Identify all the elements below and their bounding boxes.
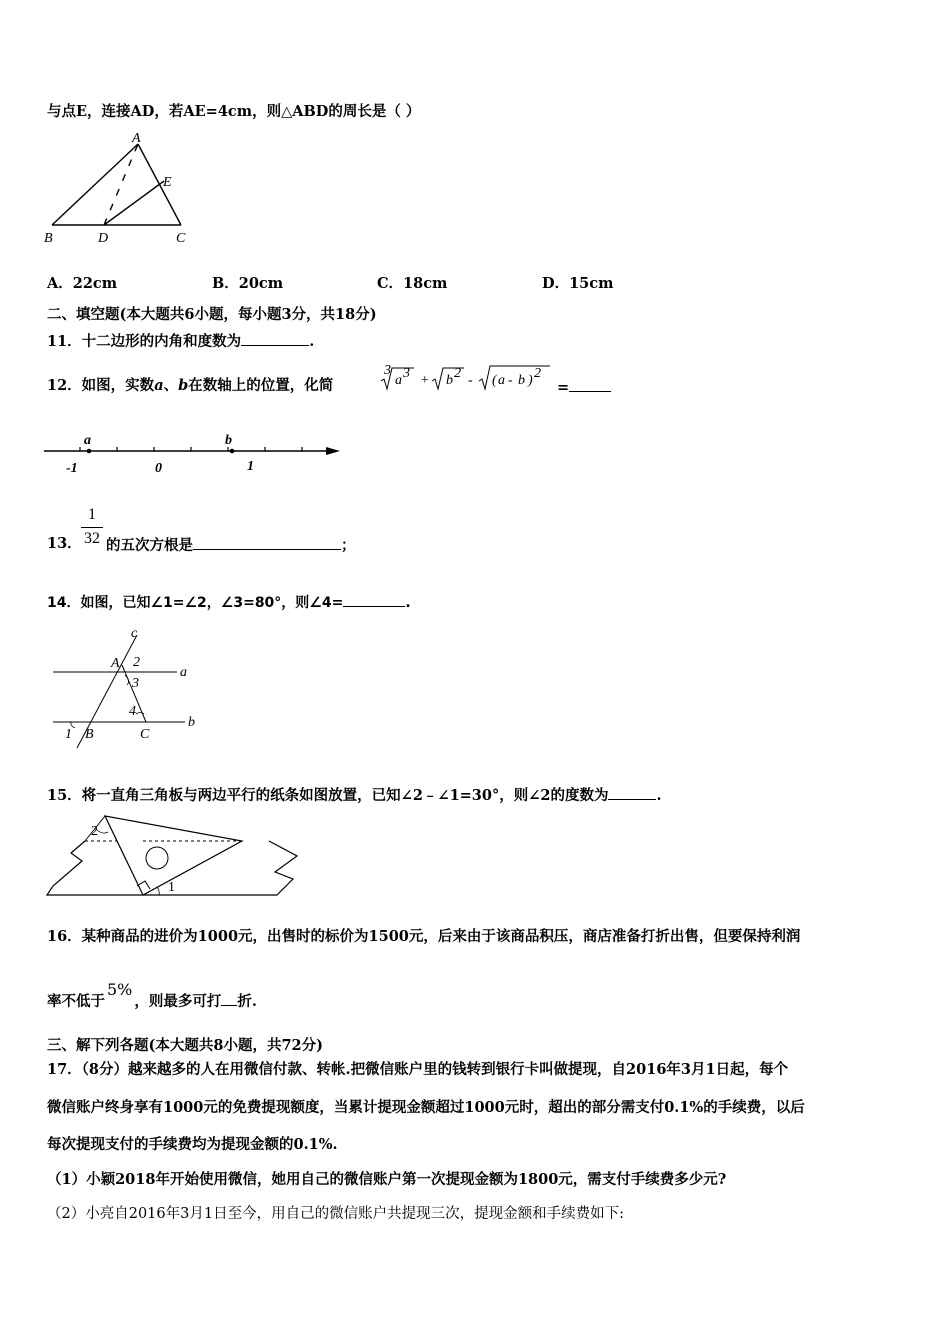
q12-prefix: 12．如图，实数	[47, 377, 155, 394]
q17-line2: 微信账户终身享有1000元的免费提现额度，当累计提现金额超过1000元时，超出的部分需支付0.1%的手续费，以后	[47, 1099, 805, 1116]
q13-numerator: 1	[88, 506, 96, 523]
q10-option-c: C．18cm	[377, 275, 448, 292]
label-a-point: A	[111, 656, 120, 671]
label-d: D	[98, 231, 109, 246]
point-a	[87, 449, 92, 454]
q14-tail: .	[405, 595, 411, 611]
q12	[47, 377, 333, 395]
q13-prefix: 13．	[47, 535, 82, 552]
q10-option-b: B．20cm	[212, 275, 284, 292]
svg-text:b: b	[446, 373, 453, 388]
label-b-line: b	[188, 715, 195, 730]
q16-blank	[221, 991, 237, 1006]
label-angle-3: 3	[132, 676, 139, 691]
q15-blank	[608, 785, 656, 800]
q10-option-d: D．15cm	[542, 275, 614, 292]
q14	[47, 592, 411, 612]
q11	[47, 331, 314, 351]
q12-number-line	[42, 428, 347, 478]
svg-text:a: a	[395, 373, 402, 388]
tick-label-minus1: -1	[66, 461, 78, 476]
q15-text: 15．将一直角三角板与两边平行的纸条如图放置，已知∠2﹣∠1=30°，则∠2的度数为	[47, 787, 609, 804]
fraction-bar	[81, 527, 103, 528]
q11-tail: .	[309, 333, 315, 350]
label-angle-1: 1	[168, 880, 175, 895]
q15	[47, 785, 662, 805]
q16-line1: 16．某种商品的进价为1000元，出售时的标价为1500元，后来由于该商品积压，商店准备打折出售，但要保持利润	[47, 928, 801, 945]
q17-sub2: （2）小亮自2016年3月1日至今，用自己的微信账户共提现三次，提现金额和手续费如下:	[47, 1206, 624, 1222]
q11-blank	[241, 331, 309, 346]
q14-parallel-lines-figure	[45, 625, 205, 750]
q10-option-a: A．22cm	[47, 275, 118, 292]
label-b-point: B	[85, 727, 94, 742]
q13-text: 的五次方根是	[106, 537, 193, 554]
section-3-heading: 三、解下列各题(本大题共8小题，共72分)	[47, 1037, 323, 1054]
q14-text: 14．如图，已知∠1=∠2，∠3=80°，则∠4=	[47, 595, 344, 611]
q15-triangle-strip-figure	[45, 813, 305, 905]
q14-blank	[343, 592, 405, 607]
q13-tail: ；	[341, 537, 356, 554]
q12-suffix: 在数轴上的位置，化简	[188, 377, 334, 394]
svg-text:2: 2	[534, 366, 541, 381]
side-ab	[52, 144, 138, 225]
tick-label-0: 0	[155, 461, 162, 476]
arrow-icon	[326, 447, 340, 455]
point-b	[230, 449, 235, 454]
q12-var-b: b	[178, 377, 189, 394]
label-c-point: C	[140, 727, 150, 742]
label-angle-1: 1	[65, 727, 72, 742]
q13	[106, 535, 356, 555]
q17-line1: 17．（8分）越来越多的人在用微信付款、转帐.把微信账户里的钱转到银行卡叫做提现，自2016年3月1日起，每个	[47, 1061, 789, 1078]
q12-equals	[557, 377, 611, 397]
svg-text:-: -	[508, 373, 513, 388]
q17-sub1: （1）小颖2018年开始使用微信，她用自己的微信账户第一次提现金额为1800元，需支付手续费多少元?	[47, 1171, 727, 1188]
q12-eq: =	[557, 379, 570, 396]
section-2-heading: 二、填空题(本大题共6小题，每小题3分，共18分)	[47, 306, 377, 323]
svg-text:a: a	[498, 373, 505, 388]
svg-text:b: b	[518, 373, 525, 388]
q13-blank	[193, 535, 341, 550]
q13-fraction	[80, 505, 104, 548]
label-a-line: a	[180, 665, 187, 680]
svg-text:3: 3	[384, 364, 391, 378]
label-angle-4: 4	[129, 704, 136, 719]
q16-line2	[47, 980, 257, 1011]
svg-text:3: 3	[403, 366, 410, 381]
label-b: B	[44, 231, 53, 246]
q16-percent: 5%	[107, 980, 133, 999]
tick-label-1: 1	[247, 459, 254, 474]
q12-var-a: a	[154, 377, 164, 394]
label-angle-2: 2	[91, 824, 98, 839]
svg-text:): )	[528, 373, 533, 388]
axis-label-b: b	[225, 433, 232, 448]
label-angle-2: 2	[133, 655, 140, 670]
svg-text:2: 2	[454, 366, 461, 381]
q17-line3: 每次提现支付的手续费均为提现金额的0.1%.	[47, 1136, 338, 1153]
q12-sep: 、	[163, 377, 179, 394]
label-c-line: c	[131, 626, 138, 641]
q10-stem: 与点E，连接AD，若AE=4cm，则△ABD的周长是（ ）	[47, 103, 421, 120]
q12-radical-expression	[378, 364, 558, 394]
q11-text: 11．十二边形的内角和度数为	[47, 333, 242, 350]
q13-denominator: 32	[84, 530, 100, 547]
segment-de	[104, 181, 164, 225]
q12-blank	[569, 377, 611, 392]
label-c: C	[176, 231, 186, 246]
q16-line2-b: ，则最多可打	[134, 993, 222, 1010]
svg-text:-: -	[468, 373, 473, 388]
label-a: A	[132, 131, 141, 146]
axis-label-a: a	[84, 433, 91, 448]
q10-triangle-figure	[40, 130, 200, 248]
svg-text:+: +	[420, 373, 430, 388]
label-e: E	[163, 175, 172, 190]
svg-text:(: (	[492, 373, 497, 388]
q15-tail: .	[656, 787, 662, 804]
q16-line2-c: 折.	[237, 993, 257, 1010]
q16-line2-a: 率不低于	[47, 993, 105, 1010]
